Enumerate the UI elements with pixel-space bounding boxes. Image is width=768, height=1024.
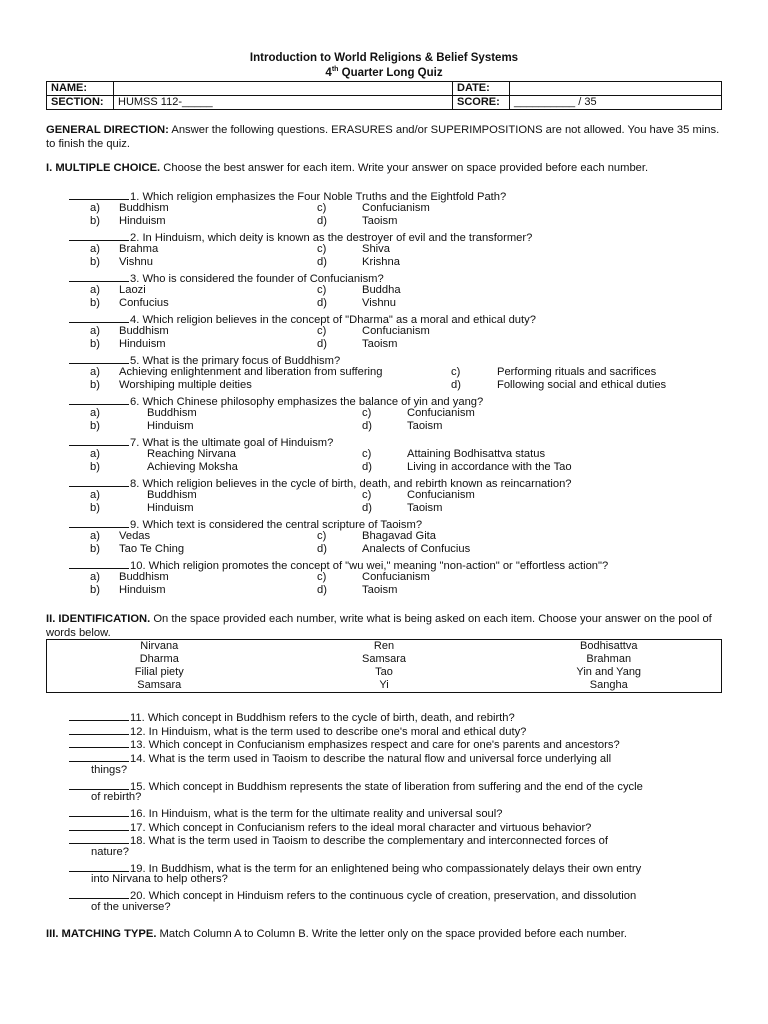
pool-word: Dharma: [139, 653, 179, 665]
option-letter: b): [90, 584, 100, 597]
identification-question-text: 13. Which concept in Confucianism emphasizes respect and care for one's parents and ancestors?: [130, 739, 620, 752]
score-field[interactable]: __________ / 35: [510, 96, 722, 110]
option-letter: b): [90, 502, 100, 515]
option-letter: c): [317, 324, 327, 337]
option-d[interactable]: Following social and ethical duties: [497, 379, 667, 392]
pool-word: Sangha: [589, 679, 628, 691]
option-letter: a): [90, 324, 100, 337]
option-letter: c): [362, 406, 372, 419]
option-a[interactable]: Reaching Nirvana: [147, 447, 236, 460]
option-b[interactable]: Tao Te Ching: [119, 543, 185, 556]
answer-blank[interactable]: [69, 475, 129, 487]
option-b[interactable]: Hinduism: [147, 502, 194, 515]
score-label: SCORE:: [453, 96, 510, 110]
option-a[interactable]: Brahma: [119, 242, 159, 255]
answer-blank[interactable]: [69, 557, 129, 569]
mc-question-text: 10. Which religion promotes the concept of "wu wei," meaning "non-action" or "effortless action"?: [130, 560, 609, 572]
mc-question-text: 8. Which religion believes in the cycle of birth, death, and rebirth known as reincarnation?: [130, 478, 572, 490]
option-c[interactable]: Performing rituals and sacrifices: [497, 365, 657, 378]
part1-text: Choose the best answer for each item. Write your answer on space provided before each number.: [160, 162, 649, 174]
option-c[interactable]: Confucianism: [407, 406, 475, 419]
option-letter: d): [362, 502, 372, 515]
answer-blank[interactable]: [69, 434, 129, 446]
part3-text: Match Column A to Column B. Write the letter only on the space provided before each number.: [156, 928, 627, 940]
identification-question-text: 11. Which concept in Buddhism refers to the cycle of birth, death, and rebirth?: [130, 712, 515, 724]
pool-word: Samsara: [137, 679, 182, 691]
option-a[interactable]: Buddhism: [147, 488, 197, 501]
pool-word: Bodhisattva: [580, 640, 638, 652]
option-d[interactable]: Taoism: [362, 338, 398, 351]
identification-question: [69, 778, 643, 794]
pool-word: Nirvana: [140, 640, 179, 652]
option-letter: a): [90, 447, 100, 460]
mc-question-text: 2. In Hinduism, which deity is known as the destroyer of evil and the transformer?: [130, 232, 533, 244]
part2-text: On the space provided each number, write what is being asked on each item. Choose your answer on the pool of words below.: [46, 613, 712, 639]
option-letter: b): [90, 461, 100, 474]
part3-instructions: [46, 927, 726, 941]
option-letter: a): [90, 201, 100, 214]
option-letter: d): [317, 256, 327, 269]
option-letter: b): [90, 297, 100, 310]
part3-label: III. MATCHING TYPE.: [46, 928, 157, 940]
identification-question-continued: things?: [91, 763, 128, 776]
student-info-table: [46, 81, 722, 110]
quiz-subtitle: [0, 67, 768, 79]
option-c[interactable]: Confucianism: [362, 570, 430, 583]
general-direction: [46, 123, 726, 151]
mc-question-text: 1. Which religion emphasizes the Four Noble Truths and the Eightfold Path?: [130, 191, 507, 203]
identification-question-text: 19. In Buddhism, what is the term for an enlightened being who compassionately delays their own entry: [130, 862, 642, 875]
part1-label: I. MULTIPLE CHOICE.: [46, 162, 161, 174]
option-letter: a): [90, 365, 100, 378]
answer-blank[interactable]: [69, 887, 129, 899]
mc-question: [69, 270, 384, 286]
option-b[interactable]: Worshiping multiple deities: [119, 379, 252, 392]
option-letter: a): [90, 406, 100, 419]
answer-blank[interactable]: [69, 778, 129, 790]
option-a[interactable]: Buddhism: [119, 201, 169, 214]
word-pool-table: [46, 639, 722, 693]
option-letter: c): [317, 529, 327, 542]
subtitle-rest: Quarter Long Quiz: [338, 67, 443, 79]
option-letter: a): [90, 488, 100, 501]
option-letter: d): [317, 584, 327, 597]
option-c[interactable]: Confucianism: [362, 201, 430, 214]
option-letter: d): [317, 338, 327, 351]
answer-blank[interactable]: [69, 805, 129, 817]
identification-question: [69, 832, 608, 848]
pool-word: Yi: [379, 679, 389, 691]
option-a[interactable]: Buddhism: [147, 406, 197, 419]
mc-question-text: 9. Which text is considered the central scripture of Taoism?: [130, 519, 423, 531]
subtitle-superscript: th: [331, 66, 339, 73]
mc-question-text: 4. Which religion believes in the concept of "Dharma" as a moral and ethical duty?: [130, 314, 536, 326]
option-letter: d): [362, 420, 372, 433]
option-letter: d): [451, 379, 461, 392]
option-letter: b): [90, 543, 100, 556]
option-letter: c): [317, 201, 327, 214]
option-a[interactable]: Vedas: [119, 529, 151, 542]
identification-question-text: 14. What is the term used in Taoism to describe the natural flow and universal force underlying all: [130, 753, 612, 766]
answer-blank[interactable]: [69, 819, 129, 831]
identification-question-text: 18. What is the term used in Taoism to describe the complementary and interconnected forces of: [130, 835, 608, 848]
answer-blank[interactable]: [69, 270, 129, 282]
option-letter: c): [362, 447, 372, 460]
option-a[interactable]: Achieving enlightenment and liberation from suffering: [119, 365, 383, 378]
option-d[interactable]: Taoism: [407, 420, 443, 433]
identification-question-continued: nature?: [91, 846, 129, 858]
option-b[interactable]: Confucius: [119, 297, 169, 310]
option-letter: a): [90, 529, 100, 542]
option-letter: c): [362, 488, 372, 501]
identification-question-text: 15. Which concept in Buddhism represents the state of liberation from suffering and the end of the cycle: [130, 780, 643, 793]
mc-question-text: 5. What is the primary focus of Buddhism?: [130, 355, 341, 367]
option-letter: b): [90, 420, 100, 433]
option-letter: a): [90, 283, 100, 296]
pool-word: Samsara: [361, 653, 407, 665]
option-a[interactable]: Buddhism: [119, 324, 169, 337]
option-d[interactable]: Krishna: [362, 256, 400, 269]
subtitle-number: 4: [325, 67, 332, 79]
identification-question-text: 12. In Hinduism, what is the term used to describe one's moral and ethical duty?: [130, 725, 527, 738]
name-label: NAME:: [47, 82, 114, 96]
option-b[interactable]: Hinduism: [119, 584, 166, 597]
identification-question-continued: of rebirth?: [91, 791, 142, 804]
option-d[interactable]: Taoism: [362, 215, 398, 228]
answer-blank[interactable]: [69, 723, 129, 735]
option-b[interactable]: Hinduism: [119, 215, 166, 228]
option-d[interactable]: Taoism: [362, 584, 398, 597]
option-letter: a): [90, 242, 100, 255]
general-direction-label: GENERAL DIRECTION:: [46, 124, 169, 136]
answer-blank[interactable]: [69, 352, 129, 364]
option-c[interactable]: Shiva: [362, 242, 390, 255]
option-c[interactable]: Bhagavad Gita: [362, 529, 437, 542]
option-c[interactable]: Attaining Bodhisattva status: [407, 447, 546, 460]
option-letter: c): [317, 242, 327, 255]
identification-question-continued: into Nirvana to help others?: [91, 873, 228, 886]
option-b[interactable]: Vishnu: [119, 256, 154, 269]
option-d[interactable]: Analects of Confucius: [362, 543, 471, 556]
option-a[interactable]: Laozi: [119, 283, 146, 296]
mc-question-text: 7. What is the ultimate goal of Hinduism?: [130, 437, 334, 449]
option-letter: d): [317, 297, 327, 310]
answer-blank[interactable]: [69, 736, 129, 748]
section-field[interactable]: HUMSS 112-_____: [114, 96, 453, 110]
option-letter: c): [317, 283, 327, 296]
option-letter: b): [90, 215, 100, 228]
identification-question: [69, 750, 611, 766]
answer-blank[interactable]: [69, 832, 129, 844]
quiz-title: Introduction to World Religions & Belief Systems: [249, 52, 519, 64]
option-d[interactable]: Taoism: [407, 502, 443, 515]
name-field[interactable]: [114, 82, 453, 96]
pool-word: Filial piety: [134, 666, 184, 678]
option-letter: b): [90, 379, 100, 392]
answer-blank[interactable]: [69, 188, 129, 200]
answer-blank[interactable]: [69, 750, 129, 762]
pool-word: Ren: [373, 640, 395, 652]
option-c[interactable]: Buddha: [362, 283, 401, 296]
option-letter: c): [317, 570, 327, 583]
answer-blank[interactable]: [69, 393, 129, 405]
answer-blank[interactable]: [69, 709, 129, 721]
answer-blank[interactable]: [69, 860, 129, 872]
mc-question-text: 3. Who is considered the founder of Confucianism?: [130, 273, 384, 285]
option-c[interactable]: Confucianism: [407, 488, 475, 501]
pool-word: Tao: [375, 666, 393, 678]
part2-label: II. IDENTIFICATION.: [46, 613, 151, 625]
option-letter: d): [362, 461, 372, 474]
date-field[interactable]: [510, 82, 722, 96]
general-direction-text: Answer the following questions. ERASURES and/or SUPERIMPOSITIONS are not allowed. You have 35 mins. to finish the quiz.: [46, 124, 720, 150]
option-d[interactable]: Living in accordance with the Tao: [407, 461, 572, 474]
answer-blank[interactable]: [69, 516, 129, 528]
mc-question-text: 6. Which Chinese philosophy emphasizes the balance of yin and yang?: [130, 396, 484, 408]
identification-question-text: 16. In Hinduism, what is the term for the ultimate reality and universal soul?: [130, 807, 503, 820]
answer-blank[interactable]: [69, 229, 129, 241]
option-b[interactable]: Hinduism: [147, 420, 194, 433]
option-letter: d): [317, 543, 327, 556]
option-letter: b): [90, 256, 100, 269]
option-c[interactable]: Confucianism: [362, 324, 430, 337]
identification-question-continued: of the universe?: [91, 900, 171, 913]
option-a[interactable]: Buddhism: [119, 570, 169, 583]
option-letter: d): [317, 215, 327, 228]
pool-word: Brahman: [586, 653, 632, 665]
identification-question-text: 17. Which concept in Confucianism refers to the ideal moral character and virtuous behavior?: [130, 821, 592, 834]
option-b[interactable]: Hinduism: [119, 338, 166, 351]
date-label: DATE:: [453, 82, 510, 96]
option-letter: b): [90, 338, 100, 351]
option-letter: c): [451, 365, 461, 378]
option-letter: a): [90, 570, 100, 583]
pool-word: Yin and Yang: [576, 666, 642, 678]
part1-instructions: [46, 161, 726, 175]
section-label: SECTION:: [47, 96, 114, 110]
answer-blank[interactable]: [69, 311, 129, 323]
mc-question: [69, 475, 572, 491]
option-d[interactable]: Vishnu: [362, 297, 397, 310]
part2-instructions: [46, 612, 726, 640]
identification-question-text: 20. Which concept in Hinduism refers to the continuous cycle of creation, preservation, and dissolution: [130, 890, 637, 903]
option-b[interactable]: Achieving Moksha: [147, 461, 238, 474]
